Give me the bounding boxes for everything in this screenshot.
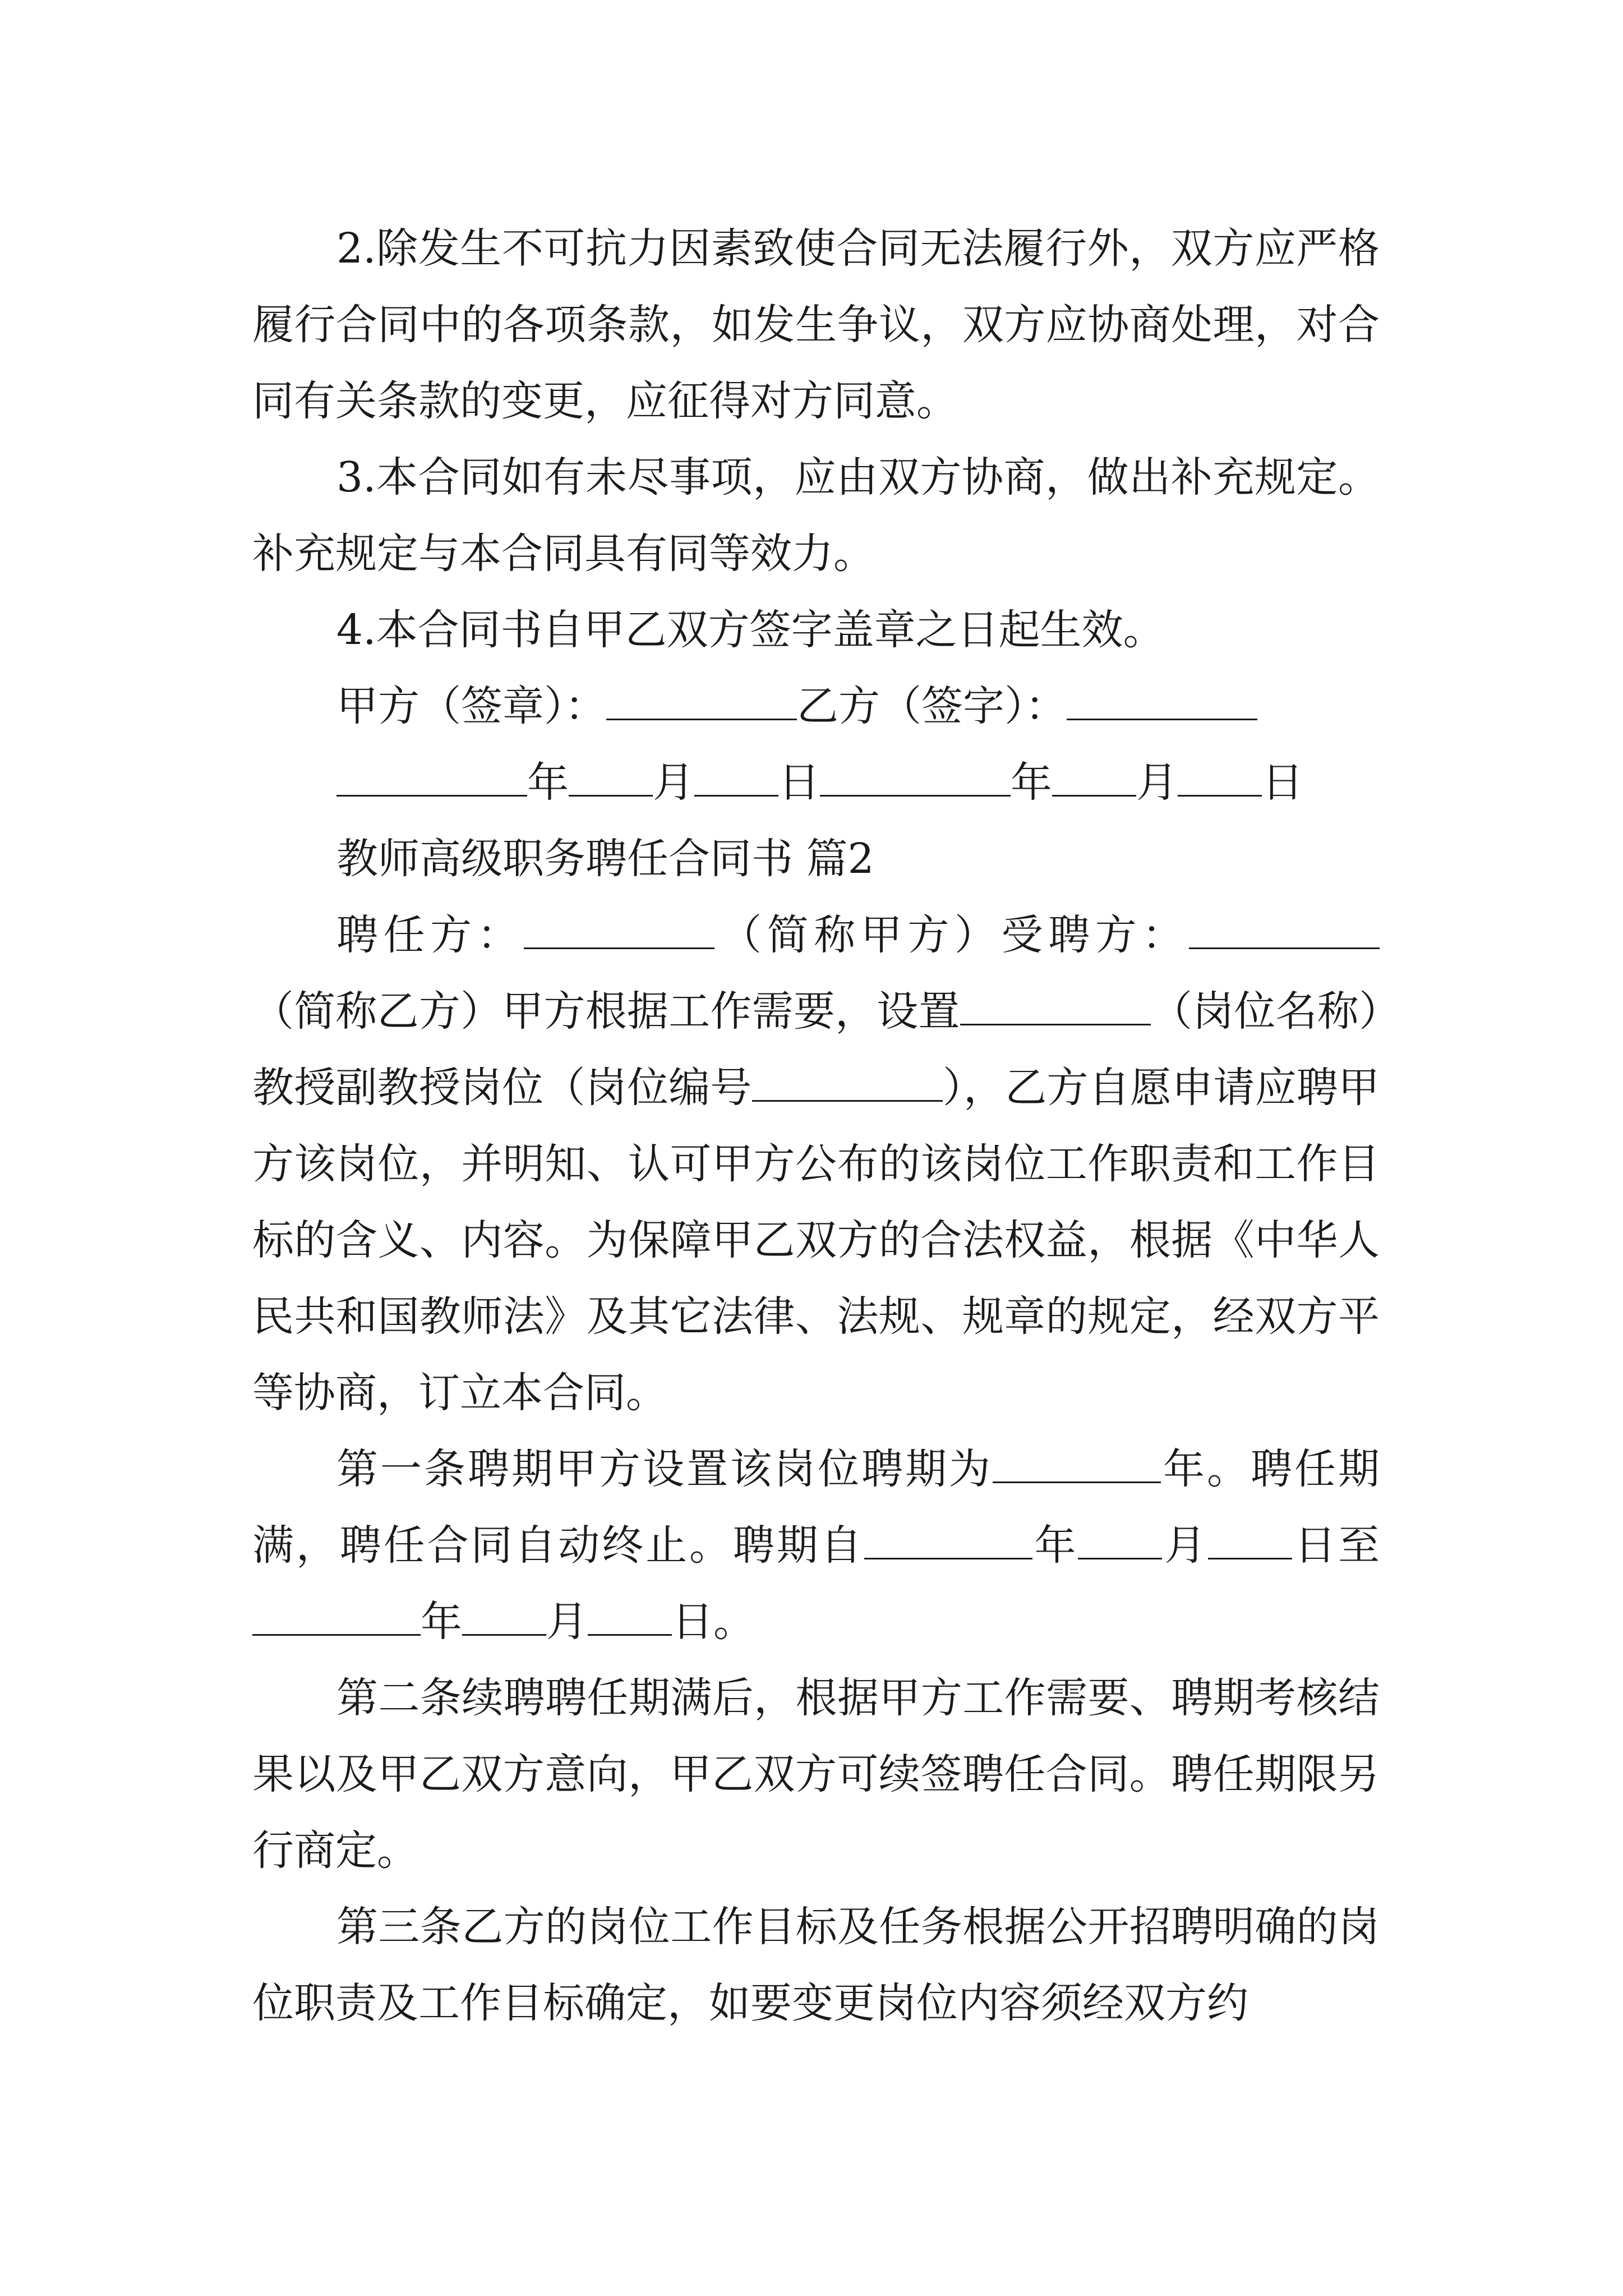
signature-date-line <box>252 744 1380 821</box>
article-1-part3: 日至 <box>1292 1521 1380 1570</box>
end-month-blank <box>462 1596 546 1636</box>
employee-blank <box>1189 909 1380 949</box>
party-a-day-blank <box>694 757 778 797</box>
month-label: 月 <box>546 1598 588 1646</box>
party-a-month-blank <box>569 757 653 797</box>
signature-line <box>252 668 1380 744</box>
end-day-blank <box>588 1596 672 1636</box>
month-label: 月 <box>1162 1521 1209 1570</box>
party-a-year-blank <box>336 757 527 797</box>
article-2: 第二条续聘聘任期满后，根据甲方工作需要、聘期考核结果以及甲乙双方意向，甲乙双方可续签聘任合同。聘任期限另行商定。 <box>252 1674 1380 1875</box>
document-body <box>252 210 1380 2041</box>
article-1 <box>252 1431 1380 1660</box>
employer-blank <box>524 909 714 949</box>
party-b-day-blank <box>1178 757 1262 797</box>
start-day-blank <box>1208 1520 1292 1559</box>
employer-label: 聘任方： <box>336 911 524 959</box>
article-1-part2: 年。聘任期满，聘任合同自动终止。聘期自 <box>252 1445 1380 1570</box>
post-name-label: （岗位名称）教授副教授岗位（岗位编号 <box>252 987 1380 1112</box>
start-year-blank <box>864 1520 1032 1559</box>
clause-2: 2.除发生不可抗力因素致使合同无法履行外，双方应严格履行合同中的各项条款，如发生争议，双方应协商处理，对合同有关条款的变更，应征得对方同意。 <box>252 224 1380 425</box>
article-3: 第三条乙方的岗位工作目标及任务根据公开招聘明确的岗位职责及工作目标确定，如要变更岗位内容须经双方约 <box>252 1903 1380 2027</box>
article-1-part1: 第一条聘期甲方设置该岗位聘期为 <box>336 1445 993 1493</box>
start-month-blank <box>1078 1520 1162 1559</box>
year-label: 年 <box>527 758 569 807</box>
day-label: 日 <box>1262 758 1303 807</box>
employer-abbr: （简称甲方）受聘方： <box>714 911 1189 959</box>
employee-abbr: （简称乙方）甲方根据工作需要，设置 <box>252 987 960 1036</box>
party-b-sign-blank <box>1067 680 1257 720</box>
month-label: 月 <box>653 758 694 807</box>
day-label: 日 <box>778 758 820 807</box>
post-number-blank <box>752 1062 943 1102</box>
term-years-blank <box>993 1443 1161 1483</box>
party-b-month-blank <box>1052 757 1136 797</box>
clause-4: 4.本合同书自甲乙双方签字盖章之日起生效。 <box>336 606 1165 654</box>
end-year-blank <box>252 1596 421 1636</box>
preamble-rest: ），乙方自愿申请应聘甲方该岗位，并明知、认可甲方公布的该岗位工作职责和工作目标的含义、内容。为保障甲乙双方的合法权益，根据《中华人民共和国教师法》及其它法律、法规、规章的规定，经双方平等协商，订立本合同。 <box>252 1064 1380 1417</box>
article-1-part4: 日。 <box>672 1598 755 1646</box>
party-a-sign-label: 甲方（签章）： <box>336 682 606 730</box>
year-label: 年 <box>1011 758 1052 807</box>
month-label: 月 <box>1136 758 1178 807</box>
preamble <box>252 897 1380 1431</box>
section-title: 教师高级职务聘任合同书 篇2 <box>336 835 874 883</box>
year-label: 年 <box>421 1598 462 1646</box>
party-b-year-blank <box>820 757 1011 797</box>
year-label: 年 <box>1032 1521 1078 1570</box>
post-name-blank <box>960 986 1151 1025</box>
party-a-sign-blank <box>606 680 797 720</box>
clause-3: 3.本合同如有未尽事项，应由双方协商，做出补充规定。补充规定与本合同具有同等效力。 <box>252 453 1380 578</box>
party-b-sign-label: 乙方（签字）： <box>797 682 1067 730</box>
